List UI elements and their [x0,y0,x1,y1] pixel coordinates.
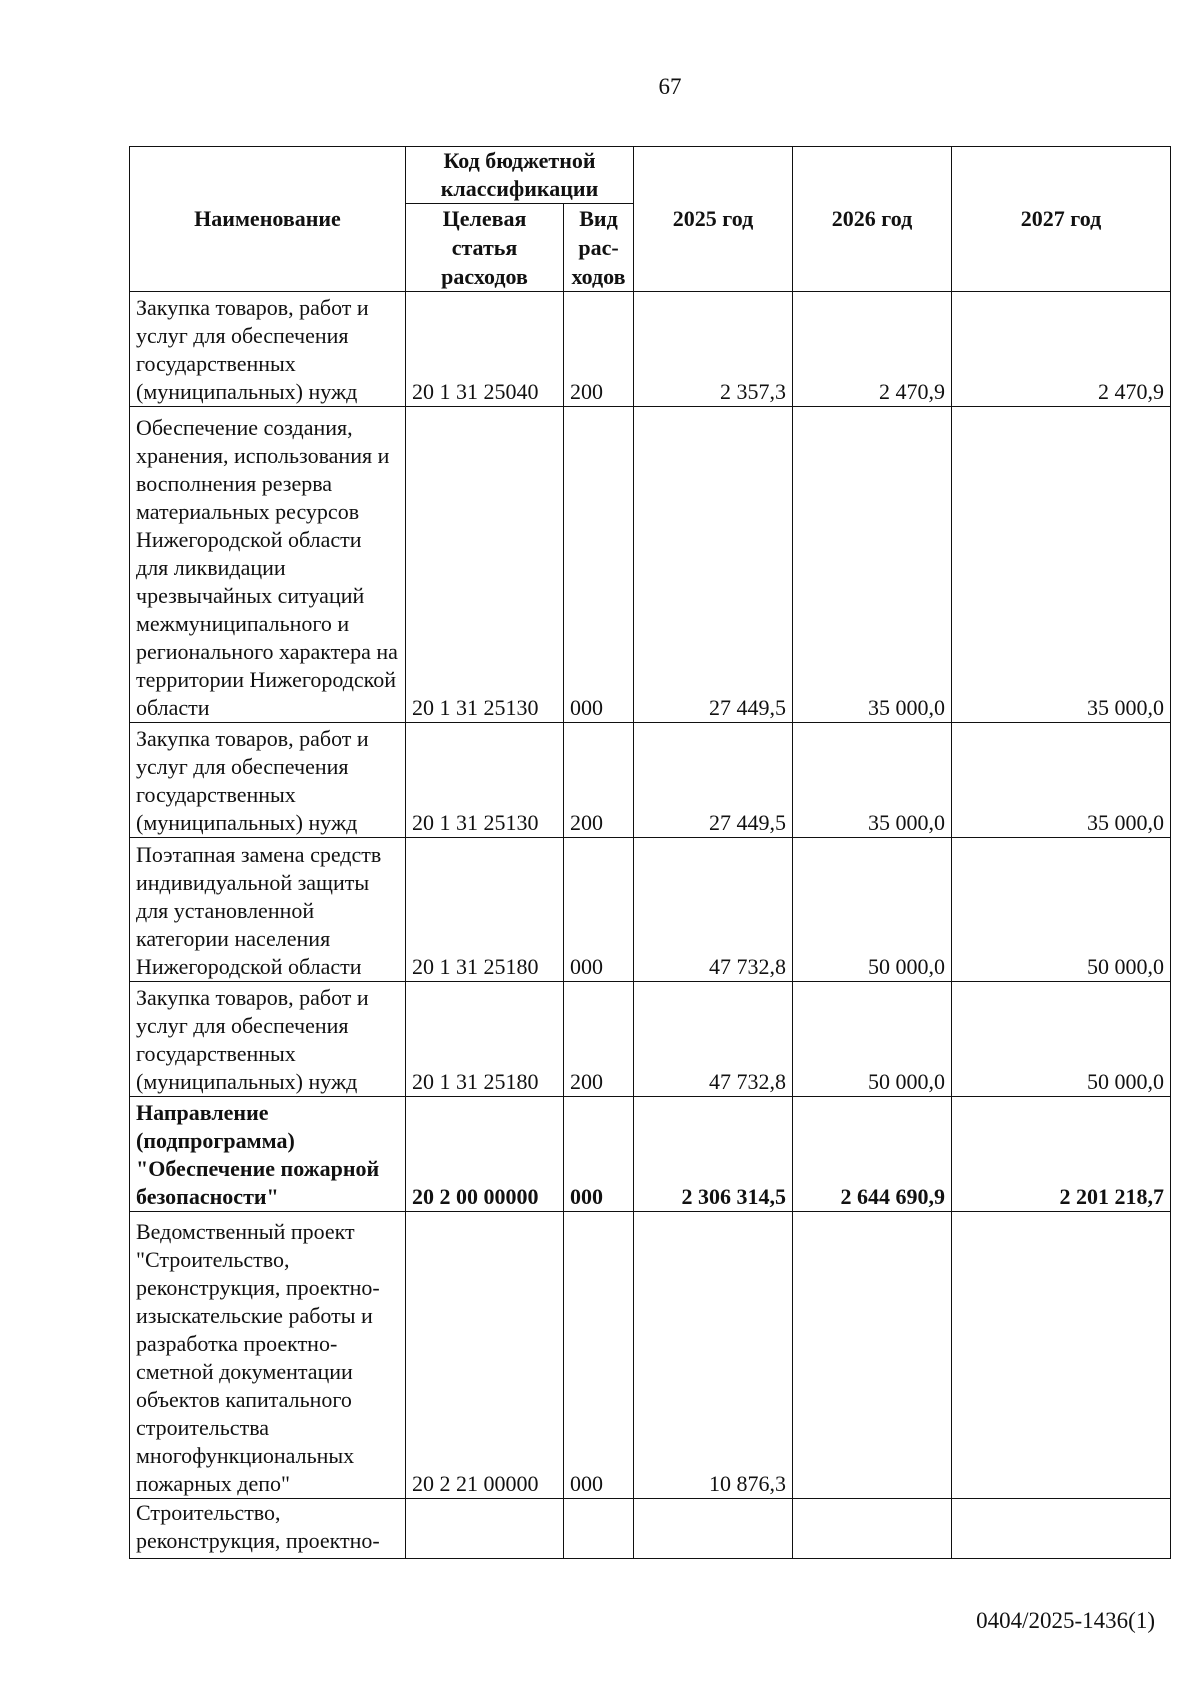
row-2027: 2 470,9 [952,292,1171,407]
row-name: Закупка товаров, работ и услуг для обеспечения государственных (муниципальных) нужд [130,292,406,407]
table-row [130,292,1171,407]
row-code: 20 1 31 25130 [406,407,564,723]
row-kind: 000 [564,1212,634,1499]
row-2027 [952,1212,1171,1499]
row-2026 [793,1212,952,1499]
row-code: 20 1 31 25130 [406,723,564,838]
row-code: 20 1 31 25040 [406,292,564,407]
row-kind: 200 [564,982,634,1097]
row-2025: 47 732,8 [634,982,793,1097]
row-2025 [634,1499,793,1559]
row-name: Закупка товаров, работ и услуг для обеспечения государственных (муниципальных) нужд [130,982,406,1097]
row-kind [564,1499,634,1559]
document-code: 0404/2025-1436(1) [976,1608,1155,1633]
header-2025: 2025 год [634,147,793,292]
header-target-article: Целевая статья расходов [406,204,564,292]
row-code: 20 2 21 00000 [406,1212,564,1499]
row-kind: 000 [564,407,634,723]
budget-table [129,146,1171,1559]
row-code: 20 1 31 25180 [406,838,564,982]
row-2026: 50 000,0 [793,982,952,1097]
row-name: Строительство, реконструкция, проектно- [130,1499,406,1559]
header-code-group: Код бюджетной классификации [406,147,634,204]
table-row [130,407,1171,723]
row-2027: 2 201 218,7 [952,1097,1171,1212]
row-kind: 000 [564,838,634,982]
row-2026: 35 000,0 [793,723,952,838]
row-name: Ведомственный проект "Строительство, реконструкция, проектно-изыскательские работы и разработка проектно-сметной документации объектов капитального строительства многофункциональных пожарных депо" [130,1212,406,1499]
row-code: 20 2 00 00000 [406,1097,564,1212]
table-row [130,982,1171,1097]
row-2025: 27 449,5 [634,723,793,838]
header-2027: 2027 год [952,147,1171,292]
row-2025: 47 732,8 [634,838,793,982]
row-name: Обеспечение создания, хранения, использования и восполнения резерва материальных ресурсов Нижегородской области для ликвидации чрезвычайных ситуаций межмуниципального и регионального характера на территории Нижегородской области [130,407,406,723]
header-row-1 [130,147,1171,204]
row-name: Поэтапная замена средств индивидуальной защиты для установленной категории населения Нижегородской области [130,838,406,982]
row-2025: 2 357,3 [634,292,793,407]
row-code [406,1499,564,1559]
row-2026: 2 470,9 [793,292,952,407]
row-name: Направление (подпрограмма) "Обеспечение пожарной безопасности" [130,1097,406,1212]
row-kind: 200 [564,292,634,407]
row-2027: 35 000,0 [952,407,1171,723]
page-number: 67 [658,74,682,99]
row-2026: 35 000,0 [793,407,952,723]
header-expense-kind: Вид рас-ходов [564,204,634,292]
header-2026: 2026 год [793,147,952,292]
row-kind: 200 [564,723,634,838]
table-row-subprogram [130,1097,1171,1212]
row-kind: 000 [564,1097,634,1212]
header-name: Наименование [130,147,406,292]
row-2026: 2 644 690,9 [793,1097,952,1212]
row-2027: 35 000,0 [952,723,1171,838]
table-row [130,723,1171,838]
row-2027 [952,1499,1171,1559]
row-2027: 50 000,0 [952,838,1171,982]
table-row [130,1499,1171,1559]
row-2025: 10 876,3 [634,1212,793,1499]
table-row [130,838,1171,982]
row-name: Закупка товаров, работ и услуг для обеспечения государственных (муниципальных) нужд [130,723,406,838]
row-2025: 2 306 314,5 [634,1097,793,1212]
table-row [130,1212,1171,1499]
row-2026 [793,1499,952,1559]
row-2025: 27 449,5 [634,407,793,723]
row-code: 20 1 31 25180 [406,982,564,1097]
row-2027: 50 000,0 [952,982,1171,1097]
row-2026: 50 000,0 [793,838,952,982]
